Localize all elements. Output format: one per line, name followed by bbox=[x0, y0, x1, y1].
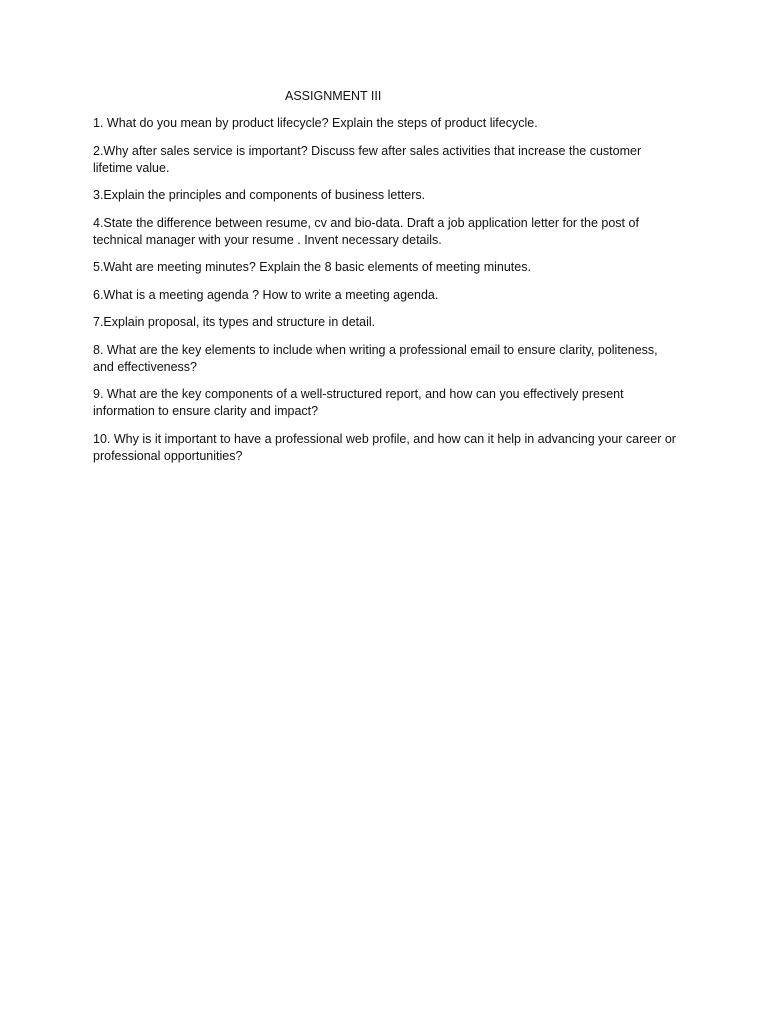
question-item: 2.Why after sales service is important? Discuss few after sales activities that increase the customer lifetime value. bbox=[93, 143, 642, 175]
question-list bbox=[93, 115, 678, 475]
question-item: 1. What do you mean by product lifecycle? Explain the steps of product lifecycle. bbox=[93, 116, 538, 130]
question-item: 10. Why is it important to have a professional web profile, and how can it help in advancing your career or professional opportunities? bbox=[93, 431, 676, 463]
question-item: 9. What are the key components of a well-structured report, and how can you effectively present information to ensure clarity and impact? bbox=[93, 387, 624, 418]
question-item: 4.State the difference between resume, cv and bio-data. Draft a job application letter for the post of technical manager with your resume . Invent necessary details. bbox=[93, 215, 639, 247]
question-item: 5.Waht are meeting minutes? Explain the 8 basic elements of meeting minutes. bbox=[93, 260, 531, 274]
question-item: 7.Explain proposal, its types and structure in detail. bbox=[93, 315, 376, 329]
question-item: 6.What is a meeting agenda ? How to write a meeting agenda. bbox=[93, 287, 439, 302]
question-item: 8. What are the key elements to include when writing a professional email to ensure clarity, politeness, and effectiveness? bbox=[93, 342, 658, 374]
question-item: 3.Explain the principles and components of business letters. bbox=[93, 188, 426, 202]
page-title: ASSIGNMENT III bbox=[285, 89, 382, 103]
